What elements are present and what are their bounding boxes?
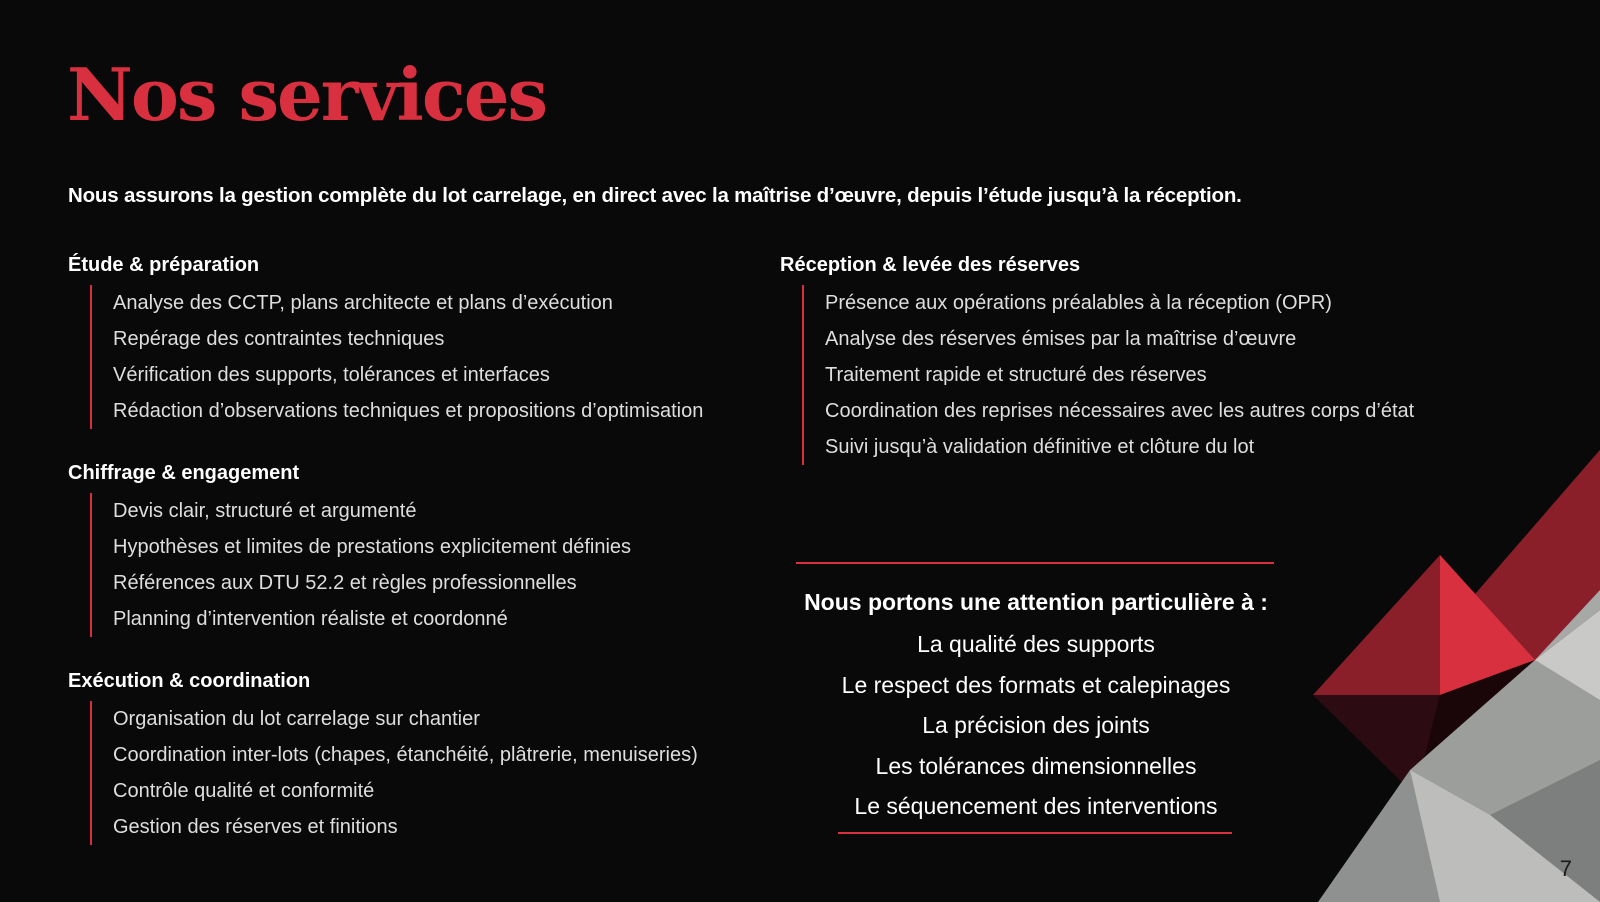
list-item: Présence aux opérations préalables à la réception (OPR) [825,292,1332,314]
highlight-item: La précision des joints [922,712,1150,738]
section-title: Exécution & coordination [68,670,311,692]
section-title: Étude & préparation [68,254,260,276]
page-number: 7 [1559,856,1572,881]
highlight-item: Le respect des formats et calepinages [841,671,1231,698]
highlight-top-rule [796,562,1274,564]
list-item: Organisation du lot carrelage sur chantier [113,708,480,730]
section-items [90,701,698,845]
list-item: Coordination inter-lots (chapes, étanchéité, plâtrerie, menuiseries) [113,744,698,766]
section-etude-preparation [68,251,703,429]
section-items [90,285,703,429]
list-item: Coordination des reprises nécessaires avec les autres corps d’état [825,400,1415,422]
section-items [802,285,1414,465]
list-item: Planning d’intervention réaliste et coordonné [113,608,508,630]
highlight-item: La qualité des supports [917,631,1155,657]
list-item: Analyse des réserves émises par la maîtrise d’œuvre [825,328,1297,350]
list-item: Repérage des contraintes techniques [113,328,445,350]
list-item: Traitement rapide et structuré des réserves [825,364,1207,386]
section-execution-coordination [68,667,698,845]
highlight-bottom-rule [838,832,1232,834]
section-title: Réception & levée des réserves [780,254,1081,276]
list-item: Contrôle qualité et conformité [113,780,375,802]
list-item: Suivi jusqu’à validation définitive et clôture du lot [825,436,1255,458]
list-item: Vérification des supports, tolérances et interfaces [113,364,550,386]
deco-shape [1313,555,1440,695]
section-items [90,493,631,637]
highlight-title: Nous portons une attention particulière à : [804,589,1268,615]
list-item: Analyse des CCTP, plans architecte et plans d’exécution [113,292,613,314]
highlight-list [780,624,1292,827]
highlight-item: Le séquencement des interventions [854,793,1218,819]
page-title: Nos services [67,52,547,137]
list-item: Devis clair, structuré et argumenté [113,500,417,522]
page-subtitle: Nous assurons la gestion complète du lot carrelage, en direct avec la maîtrise d’œuvre, depuis l’étude jusqu’à la réception. [68,184,1242,207]
list-item: Références aux DTU 52.2 et règles professionnelles [113,572,577,594]
list-item: Gestion des réserves et finitions [113,816,398,838]
section-chiffrage-engagement [68,459,631,637]
list-item: Rédaction d’observations techniques et propositions d’optimisation [113,400,704,422]
highlight-block [780,572,1292,827]
section-reception-reserves [780,251,1414,465]
list-item: Hypothèses et limites de prestations explicitement définies [113,536,632,558]
highlight-item: Les tolérances dimensionnelles [875,752,1197,779]
section-title: Chiffrage & engagement [68,462,300,484]
